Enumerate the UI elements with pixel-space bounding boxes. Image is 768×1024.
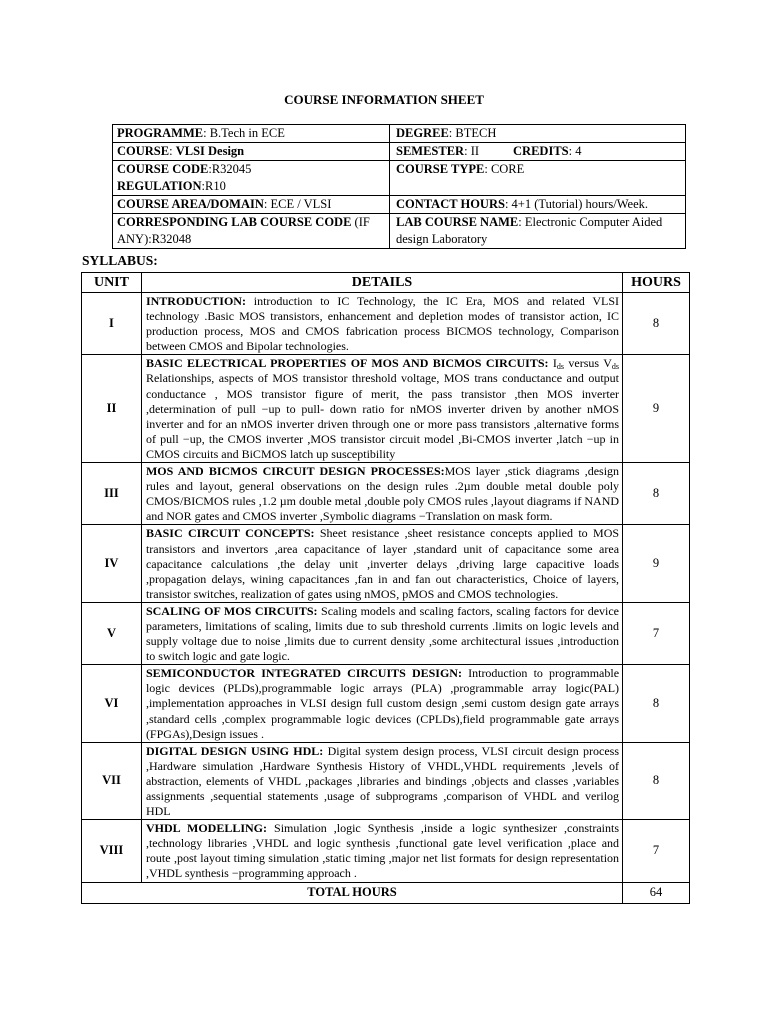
programme-value: : B.Tech in ECE — [203, 126, 285, 140]
unit-cell: VI — [82, 665, 142, 742]
type-label: COURSE TYPE — [396, 162, 485, 176]
table-row — [82, 525, 690, 602]
total-row — [82, 882, 690, 903]
unit-header: UNIT — [82, 273, 142, 293]
unit-heading: BASIC ELECTRICAL PROPERTIES OF MOS AND BICMOS CIRCUITS: — [145, 356, 549, 371]
versus-text: versus — [564, 356, 604, 371]
area-cell — [113, 196, 390, 214]
hours-cell: 8 — [623, 742, 690, 819]
info-row — [113, 214, 686, 249]
unit-cell: III — [82, 463, 142, 525]
table-row — [82, 293, 690, 355]
unit-text: Simulation ,logic Synthesis ,inside a logic synthesizer ,constraints ,technology libraries ,VHDL and logic synthesis ,functional gate level verification ,place and route ,post layout timing simulation ,static timing ,major net list formats for design representation ,VHDL synthesis −programming approach . — [145, 821, 620, 881]
details-cell — [141, 293, 622, 355]
details-cell — [141, 665, 622, 742]
unit-text: MOS layer ,stick diagrams ,design rules and layout, general observations on the design rules .2µm double metal double poly CMOS/BICMOS rules ,1.2 µm double metal ,double poly CMOS rules ,layout diagrams if NAND and NOR gates and CMOS inverter ,Symbolic diagrams −Translation on mask form. — [145, 464, 620, 524]
lab-code-cell — [113, 214, 390, 249]
regulation-value: :R10 — [201, 179, 226, 193]
area-value: : ECE / VLSI — [263, 197, 332, 211]
ids-subscript: ds — [556, 362, 565, 372]
code-label: COURSE CODE — [117, 162, 209, 176]
degree-label: DEGREE — [396, 126, 449, 140]
table-header-row — [82, 273, 690, 293]
syllabus-label: SYLLABUS: — [82, 253, 158, 268]
contact-value: : 4+1 (Tutorial) hours/Week. — [504, 197, 649, 211]
details-header: DETAILS — [141, 273, 622, 293]
hours-cell: 7 — [623, 820, 690, 882]
degree-value: : BTECH — [448, 126, 497, 140]
total-value: 64 — [623, 882, 690, 903]
code-value: :R32045 — [208, 162, 252, 176]
unit-text: Digital system design process, VLSI circuit design process ,Hardware simulation ,Hardware Synthesis History of VHDL,VHDL requirements ,levels of abstraction, elements of VHDL ,packages ,libraries and bindings ,objects and classes ,variables assignments ,sequential statements ,usage of subprograms ,comparison of VHDL and verilog HDL — [145, 743, 620, 819]
table-row — [82, 820, 690, 882]
semester-value: : II — [464, 144, 480, 158]
unit-heading: SCALING OF MOS CIRCUITS: — [145, 603, 318, 618]
unit-text: Scaling models and scaling factors, scaling factors for device parameters, limitations of scaling, limits due to sub threshold currents .limits on logic levels and supply voltage due to noise ,limits due to current density ,some architectural issues ,introduction to switch logic and gate logic. — [145, 603, 620, 664]
course-value: VLSI Design — [175, 144, 245, 158]
table-row — [82, 463, 690, 525]
vds-subscript: ds — [611, 362, 620, 372]
unit-cell: VII — [82, 742, 142, 819]
unit-text: introduction to IC Technology, the IC Era, MOS and related VLSI technology .Basic MOS transistors, enhancement and depletion modes of transistor action, IC production process, MOS and CMOS fabrication process BICMOS technology, Comparison between CMOS and Bipolar technologies. — [145, 294, 620, 354]
lab-code-label: CORRESPONDING LAB COURSE CODE — [117, 215, 352, 229]
area-label: COURSE AREA/DOMAIN — [117, 197, 264, 211]
type-value: : CORE — [484, 162, 525, 176]
course-info-table — [112, 124, 686, 249]
hours-cell: 8 — [623, 293, 690, 355]
unit-text: Sheet resistance ,sheet resistance concepts applied to MOS transistors and invertors ,area capacitance of layer ,standard unit of capacitance some area capacitance calculations ,the delay unit ,inverter delays ,driving large capacitive loads ,propagation delays, wining capacitances ,fan in and fan out characteristics, Choice of layers, transistor switches, realization of gates using nMOS, pMOS and CMOS technologies. — [145, 526, 620, 601]
course-cell: COURSE: VLSI Design — [113, 143, 390, 161]
info-row — [113, 196, 686, 214]
course-label: COURSE — [117, 144, 170, 158]
unit-text: Relationships, aspects of MOS transistor threshold voltage, MOS trans conductance and output conductance , MOS transistor figure of merit, the pass transistor ,then MOS inverter ,determination of pull −up to pull- down ratio for nMOS inverter driven by another nMOS inverter and for an nMOS inverter driven through one or more pass transistors ,alternative forms of pull −up, the CMOS inverter ,MOS transistor circuit model ,Bi-CMOS inverter ,latch −up in CMOS circuits and BiCMOS latch up susceptibility — [145, 371, 620, 461]
info-row — [113, 125, 686, 143]
programme-label: PROGRAMME — [117, 126, 204, 140]
unit-cell: V — [82, 602, 142, 664]
table-row — [82, 742, 690, 819]
page-title: COURSE INFORMATION SHEET — [284, 92, 484, 107]
semester-cell — [390, 143, 686, 161]
info-row — [113, 143, 686, 161]
total-label: TOTAL HOURS — [82, 882, 623, 903]
info-row — [113, 161, 686, 196]
details-cell — [141, 525, 622, 602]
details-cell — [141, 602, 622, 664]
syllabus-table — [81, 272, 690, 904]
lab-name-value: : Electronic Computer Aided design Laboratory — [396, 215, 663, 246]
lab-name-label: LAB COURSE NAME — [396, 215, 519, 229]
code-cell — [113, 161, 390, 196]
unit-text: Introduction to programmable logic devices (PLDs),programmable logic arrays (PLA) ,programmable array logic(PAL) ,implementation approaches in VLSI design full custom design ,semi custom design gate arrays ,standard cells ,complex programmable logic devices (CPLDs),field programmable gate arrays (FPGAs),Design issues . — [145, 666, 620, 741]
unit-heading: SEMICONDUCTOR INTEGRATED CIRCUITS DESIGN: — [145, 666, 462, 681]
unit-cell: IV — [82, 525, 142, 602]
unit-cell: VIII — [82, 820, 142, 882]
hours-cell: 7 — [623, 602, 690, 664]
contact-label: CONTACT HOURS — [396, 197, 505, 211]
unit-cell: I — [82, 293, 142, 355]
hours-header: HOURS — [623, 273, 690, 293]
lab-name-cell — [390, 214, 686, 249]
unit-heading: INTRODUCTION: — [145, 294, 246, 308]
contact-cell — [390, 196, 686, 214]
semester-label: SEMESTER — [396, 144, 465, 158]
degree-cell — [390, 125, 686, 143]
lab-code-value: (IF ANY):R32048 — [117, 215, 370, 246]
details-cell — [141, 820, 622, 882]
type-cell — [390, 161, 686, 196]
vds-symbol: V — [603, 356, 612, 371]
ids-symbol: I — [552, 356, 557, 371]
details-cell — [141, 742, 622, 819]
credits-label: CREDITS — [513, 144, 569, 158]
unit-heading: MOS AND BICMOS CIRCUIT DESIGN PROCESSES: — [145, 464, 445, 479]
details-cell — [141, 463, 622, 525]
unit-cell: II — [82, 355, 142, 463]
hours-cell: 8 — [623, 665, 690, 742]
hours-cell: 8 — [623, 463, 690, 525]
table-row — [82, 602, 690, 664]
credits-value: : 4 — [568, 144, 582, 158]
table-row — [82, 355, 690, 463]
unit-heading: DIGITAL DESIGN USING HDL: — [145, 743, 324, 758]
regulation-label: REGULATION — [117, 179, 202, 193]
details-cell — [141, 355, 622, 463]
table-row — [82, 665, 690, 742]
hours-cell: 9 — [623, 355, 690, 463]
programme-cell — [113, 125, 390, 143]
hours-cell: 9 — [623, 525, 690, 602]
unit-heading: VHDL MODELLING: — [145, 821, 267, 836]
unit-heading: BASIC CIRCUIT CONCEPTS: — [145, 526, 315, 541]
